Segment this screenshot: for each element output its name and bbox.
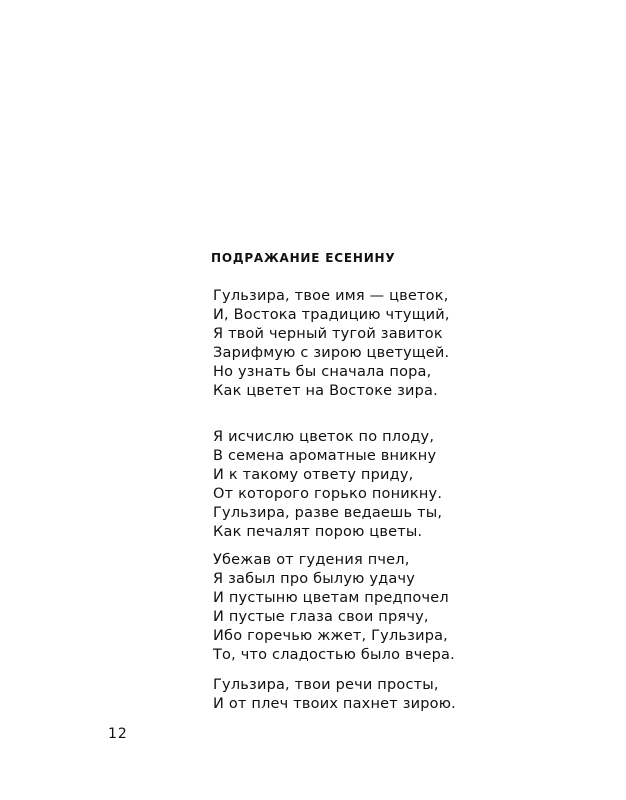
poem-title: ПОДРАЖАНИЕ ЕСЕНИНУ bbox=[211, 251, 396, 265]
poem-line: И пустыню цветам предпочел bbox=[213, 590, 449, 606]
poem-line: И к такому ответу приду, bbox=[213, 467, 414, 483]
poem-line: Гульзира, твое имя — цветок, bbox=[213, 288, 449, 304]
poem-line: От которого горько поникну. bbox=[213, 486, 443, 502]
poem-line: Я исчислю цветок по плоду, bbox=[213, 429, 435, 445]
poem-line: Ибо горечью жжет, Гульзира, bbox=[213, 628, 448, 644]
poem-line: В семена ароматные вникну bbox=[213, 448, 437, 464]
poem-line: Зарифмую с зирою цветущей. bbox=[213, 345, 450, 361]
poem-line: Гульзира, твои речи просты, bbox=[213, 677, 439, 693]
page-number: 12 bbox=[108, 726, 128, 742]
poem-line: И пустые глаза свои прячу, bbox=[213, 609, 429, 625]
poem-line: Но узнать бы сначала пора, bbox=[213, 364, 432, 380]
poem-line: Я твой черный тугой завиток bbox=[213, 326, 443, 342]
poem-line: То, что сладостью было вчера. bbox=[213, 647, 455, 663]
stanza-2 bbox=[213, 428, 442, 542]
stanza-3 bbox=[213, 551, 455, 665]
stanza-4 bbox=[213, 676, 456, 714]
poem-line: Как цветет на Востоке зира. bbox=[213, 383, 438, 399]
poem-line: Гульзира, разве ведаешь ты, bbox=[213, 505, 443, 521]
poem-line: И, Востока традицию чтущий, bbox=[213, 307, 450, 323]
stanza-1 bbox=[213, 287, 450, 401]
poem-line: Убежав от гудения пчел, bbox=[213, 552, 410, 568]
poem-line: И от плеч твоих пахнет зирою. bbox=[213, 696, 456, 712]
poem-line: Как печалят порою цветы. bbox=[213, 524, 423, 540]
poem-line: Я забыл про былую удачу bbox=[213, 571, 416, 587]
